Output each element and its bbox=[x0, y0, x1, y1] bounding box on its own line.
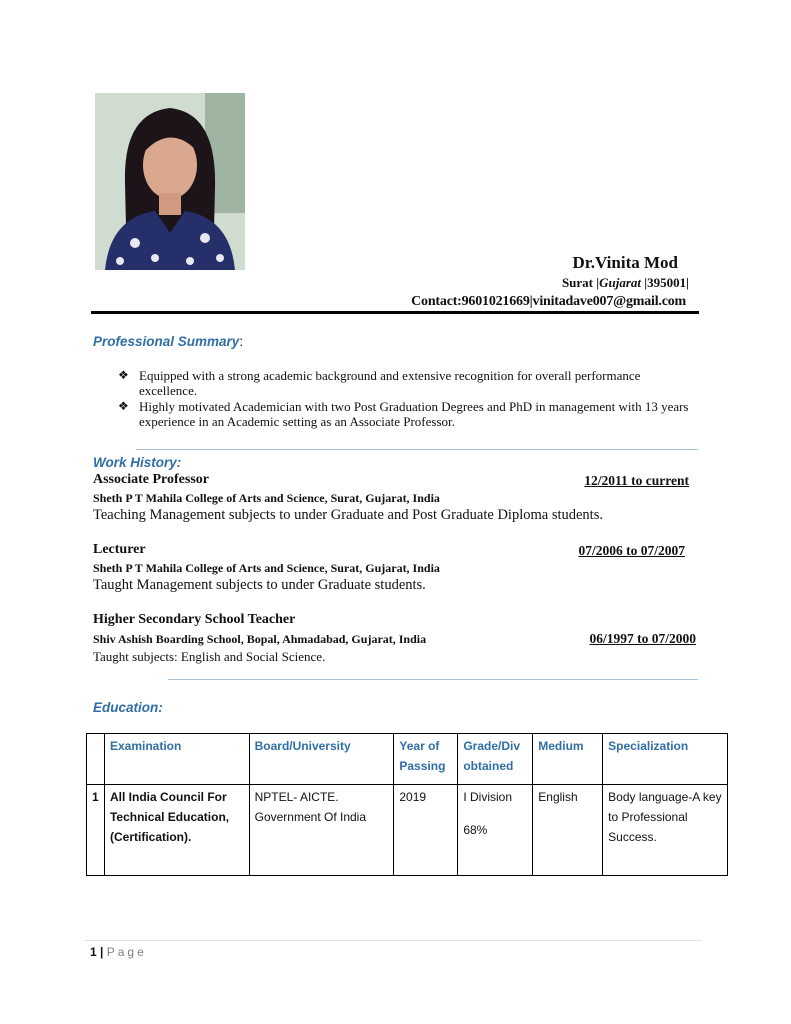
cell-grade bbox=[458, 785, 533, 876]
footer-divider bbox=[85, 940, 702, 941]
cell-grade-division: I Division bbox=[463, 790, 513, 804]
column-header-examination: Examination bbox=[104, 734, 249, 785]
cell-sno: 1 bbox=[87, 785, 105, 876]
cell-year: 2019 bbox=[394, 785, 458, 876]
work-heading: Work History: bbox=[93, 455, 182, 470]
summary-divider bbox=[136, 449, 698, 450]
column-header-year: Year of Passing bbox=[394, 734, 458, 785]
column-header-grade: Grade/Div obtained bbox=[458, 734, 533, 785]
page-number: 1 bbox=[90, 945, 97, 959]
candidate-name: Dr.Vinita Mod bbox=[572, 253, 678, 272]
address-pin: |395001| bbox=[641, 275, 689, 290]
column-header-sno bbox=[87, 734, 105, 785]
education-table bbox=[86, 733, 728, 876]
address-city: Surat | bbox=[561, 275, 600, 290]
job-dates: 07/2006 to 07/2007 bbox=[578, 543, 685, 558]
table-header-row bbox=[87, 734, 728, 785]
job-title: Associate Professor bbox=[93, 472, 209, 487]
summary-bullet bbox=[118, 368, 700, 398]
cell-medium: English bbox=[533, 785, 603, 876]
page-footer bbox=[90, 945, 147, 959]
work-divider bbox=[168, 679, 698, 680]
job-title: Lecturer bbox=[93, 542, 146, 557]
education-heading: Education: bbox=[93, 700, 163, 715]
column-header-board: Board/University bbox=[249, 734, 394, 785]
job-description: Taught Management subjects to under Graduate students. bbox=[93, 577, 426, 593]
page-label: Page bbox=[106, 945, 147, 959]
address-state: Gujarat bbox=[599, 275, 642, 290]
summary-bullet-text: Highly motivated Academician with two Post Graduation Degrees and PhD in management with 13 years experience in an Academic setting as an Associate Professor. bbox=[139, 399, 689, 429]
profile-photo bbox=[95, 93, 245, 270]
column-header-specialization: Specialization bbox=[603, 734, 728, 785]
summary-bullet-text: Equipped with a strong academic background and extensive recognition for overall performance excellence. bbox=[139, 368, 641, 398]
summary-heading-colon: : bbox=[239, 334, 244, 349]
address bbox=[562, 275, 689, 291]
cell-examination: All India Council For Technical Education, (Certification). bbox=[104, 785, 249, 876]
diamond-bullet-icon: ❖ bbox=[118, 399, 129, 413]
diamond-bullet-icon: ❖ bbox=[118, 368, 129, 382]
header-divider bbox=[91, 311, 699, 314]
table-row bbox=[87, 785, 728, 876]
job-organization: Sheth P T Mahila College of Arts and Science, Surat, Gujarat, India bbox=[93, 491, 440, 505]
summary-bullet bbox=[118, 399, 700, 429]
job-description: Taught subjects: English and Social Science. bbox=[93, 649, 326, 664]
summary-bullets bbox=[118, 368, 700, 430]
job-title: Higher Secondary School Teacher bbox=[93, 612, 296, 627]
cell-board: NPTEL- AICTE. Government Of India bbox=[249, 785, 394, 876]
job-dates: 06/1997 to 07/2000 bbox=[589, 631, 696, 646]
summary-heading: Professional Summary: bbox=[93, 334, 244, 349]
job-organization: Shiv Ashish Boarding School, Bopal, Ahmadabad, Gujarat, India bbox=[93, 632, 427, 646]
cell-specialization: Body language-A key to Professional Success. bbox=[603, 785, 728, 876]
column-header-medium: Medium bbox=[533, 734, 603, 785]
cell-grade-percent: 68% bbox=[463, 823, 488, 837]
job-description: Teaching Management subjects to under Graduate and Post Graduate Diploma students. bbox=[93, 507, 603, 523]
contact-line: Contact:9601021669|vinitadave007@gmail.com bbox=[411, 294, 686, 309]
job-dates: 12/2011 to current bbox=[584, 473, 689, 488]
footer-separator: | bbox=[100, 945, 104, 959]
job-organization: Sheth P T Mahila College of Arts and Science, Surat, Gujarat, India bbox=[93, 561, 440, 575]
